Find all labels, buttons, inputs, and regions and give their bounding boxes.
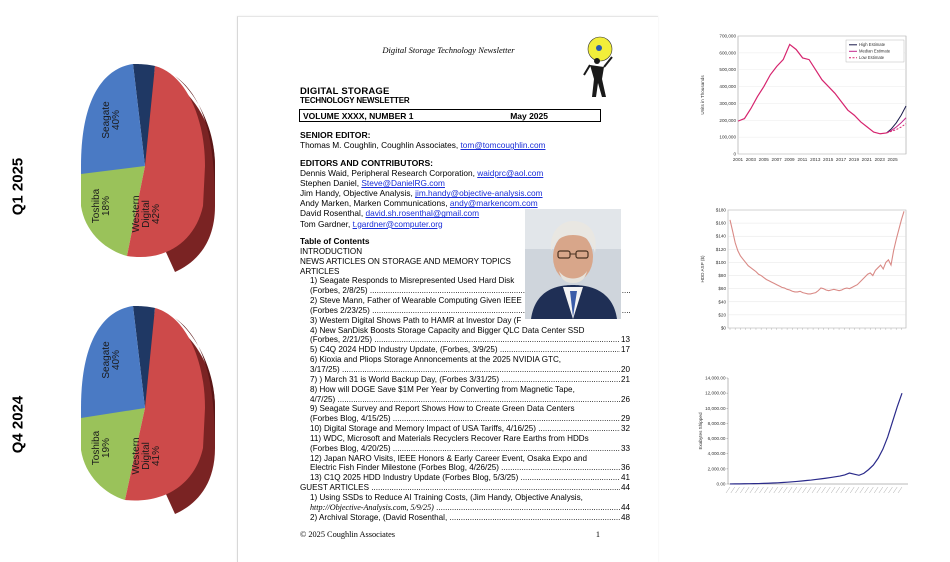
- x-tick-stub: [888, 487, 892, 493]
- toc-page-number: 21: [620, 374, 630, 384]
- toc-dot-leader: [499, 463, 630, 472]
- toc-entry[interactable]: [300, 434, 630, 444]
- x-tick-label: 2007: [771, 157, 782, 162]
- toc-entry[interactable]: [300, 454, 630, 464]
- toc-entry-text: Electric Fish Finder Milestone (Forbes Blog, 4/26/25): [310, 463, 499, 473]
- x-tick-stub: [879, 487, 883, 493]
- masthead: [300, 87, 409, 105]
- x-tick-label: 2019: [848, 157, 860, 162]
- toc-dot-leader: [372, 335, 630, 344]
- contributor-name: Andy Marken, Marken Communications,: [300, 198, 448, 209]
- page-number: 1: [595, 530, 600, 539]
- toc-entry[interactable]: [300, 493, 630, 503]
- toc-entry-text: 3) Western Digital Shows Path to HAMR at Investor Day (F: [310, 315, 522, 325]
- toc-entry[interactable]: [300, 463, 630, 473]
- x-tick-label: 2023: [874, 157, 885, 162]
- toc-page-number: 13: [620, 335, 630, 345]
- masthead-line2: TECHNOLOGY NEWSLETTER: [300, 95, 410, 105]
- y-tick-label: 400,000: [719, 84, 736, 90]
- y-tick-label: 100,000: [719, 134, 736, 140]
- toc-entry-text: (Forbes Blog, 4/15/25): [310, 414, 391, 424]
- senior-editor-section: [300, 130, 545, 150]
- y-axis-label: Exabytes Shipped: [698, 412, 703, 450]
- y-tick-label: 600,000: [719, 50, 736, 56]
- contributor-row: [300, 168, 543, 178]
- toc-dot-leader: [340, 365, 630, 374]
- x-tick-label: 2011: [797, 157, 808, 162]
- contributor-row: [300, 188, 543, 198]
- wd-pct: 42%: [151, 203, 162, 225]
- y-tick-label: $0: [720, 325, 726, 331]
- contributor-row: [300, 178, 543, 188]
- toc-entry-text: 5) C4Q 2024 HDD Industry Update, (Forbes, 3/9/25): [310, 345, 498, 355]
- x-tick-stub: [836, 487, 840, 493]
- toc-entry-text: 4/7/25): [310, 394, 336, 404]
- toc-entry[interactable]: [300, 444, 630, 454]
- x-tick-label: 2015: [823, 157, 834, 162]
- editors-section: [300, 158, 543, 229]
- toshiba-label: Toshiba: [91, 188, 102, 224]
- y-tick-label: $120: [715, 246, 726, 252]
- editors-heading: EDITORS AND CONTRIBUTORS:: [300, 158, 434, 168]
- senior-editor-heading: SENIOR EDITOR:: [300, 130, 371, 140]
- x-tick-stub: [736, 487, 740, 493]
- toshiba-label: Toshiba: [91, 430, 102, 466]
- toc-entry-text: 11) WDC, Microsoft and Materials Recyclers Recover Rare Earths from HDDs: [310, 433, 589, 443]
- contributor-row: [300, 208, 543, 218]
- q4-2024-pie-chart: [75, 298, 215, 518]
- legend: [846, 40, 904, 62]
- volume-number: VOLUME XXXX, NUMBER 1: [303, 111, 414, 121]
- toc-entry[interactable]: [300, 355, 630, 365]
- issue-date: May 2025: [510, 111, 548, 121]
- x-tick-stub: [874, 487, 878, 493]
- seagate-pct: 40%: [111, 349, 122, 371]
- y-tick-label: 10,000.00: [705, 405, 726, 411]
- y-tick-label: $160: [715, 220, 726, 226]
- contributor-email-link[interactable]: t.gardner@computer.org: [352, 218, 443, 229]
- exabytes-series-line: [730, 393, 902, 484]
- toc-entry-text: 12) Japan NARO Visits, IEEE Honors & Early Career Event, Osaka Expo and: [310, 453, 587, 463]
- y-tick-label: $60: [718, 286, 726, 292]
- y-tick-label: $180: [715, 207, 726, 213]
- x-tick-stub: [850, 487, 854, 493]
- x-tick-stub: [779, 487, 783, 493]
- wd-label-2: Digital: [141, 442, 152, 470]
- volume-box: [299, 109, 601, 122]
- wd-label-2: Digital: [141, 200, 152, 228]
- x-tick-stub: [855, 487, 859, 493]
- x-tick-stub: [898, 487, 902, 493]
- toc-entry[interactable]: [300, 385, 630, 395]
- x-tick-stub: [869, 487, 873, 493]
- y-tick-label: $80: [718, 273, 726, 279]
- toc-entry-text: (Forbes 2/23/25): [310, 305, 370, 315]
- newsletter-header: Digital Storage Technology Newsletter: [382, 45, 515, 55]
- toc-page-number: 32: [620, 424, 630, 434]
- toc-entry-text: 4) New SanDisk Boosts Storage Capacity and Bigger QLC Data Center SSD: [310, 325, 585, 335]
- sun-figure-logo-icon: [582, 35, 618, 103]
- x-tick-stub: [731, 487, 735, 493]
- toc-entry[interactable]: [300, 395, 630, 405]
- toc-entry-text: http://Objective-Analysis.com, 5/9/25): [310, 502, 434, 512]
- x-tick-stub: [793, 487, 797, 493]
- exabytes-shipped-line-chart: [692, 368, 914, 518]
- toshiba-pct: 19%: [101, 437, 112, 459]
- toc-entry-text: 13) C1Q 2025 HDD Industry Update (Forbes Blog, 5/3/25): [310, 473, 519, 483]
- x-tick-label: 2001: [732, 157, 744, 162]
- legend-entry: High Estimate: [859, 42, 886, 47]
- seagate-pct: 40%: [111, 109, 122, 131]
- contributor-row: [300, 219, 543, 229]
- toc-page-number: 26: [620, 394, 630, 404]
- copyright-text: © 2025 Coughlin Associates: [300, 530, 396, 539]
- toc-page-number: 17: [620, 345, 630, 355]
- y-tick-label: 700,000: [719, 33, 736, 39]
- toc-page-number: 41: [620, 473, 630, 483]
- toc-entry[interactable]: [300, 335, 630, 345]
- contributor-name: Tom Gardner,: [300, 218, 351, 229]
- toc-entry-text: INTRODUCTION: [300, 246, 363, 256]
- contributor-email-link[interactable]: david.sh.rosenthal@gmail.com: [365, 208, 480, 219]
- x-tick-stub: [764, 487, 768, 493]
- x-tick-stub: [841, 487, 845, 493]
- x-tick-label: 2017: [835, 157, 847, 162]
- toc-dot-leader: [498, 345, 630, 354]
- q1-2025-label: Q1 2025: [9, 157, 27, 216]
- toshiba-pct: 18%: [101, 195, 112, 217]
- contributor-row: [300, 198, 543, 208]
- units-shipped-line-chart: [692, 28, 914, 168]
- toc-dot-leader: [391, 414, 630, 423]
- contributors-list: [300, 168, 543, 229]
- toc-entry[interactable]: [300, 345, 630, 355]
- toc-page-number: 44: [620, 502, 630, 512]
- x-tick-stub: [783, 487, 787, 493]
- x-tick-label: 2025: [887, 157, 898, 162]
- y-tick-label: 0.00: [716, 481, 726, 487]
- x-tick-stub: [831, 487, 835, 493]
- toc-entry-text: ARTICLES: [300, 266, 340, 276]
- legend-entry: Low Estimate: [859, 55, 885, 60]
- x-tick-stub: [788, 487, 792, 493]
- toc-entry-text: NEWS ARTICLES ON STORAGE AND MEMORY TOPICS: [300, 256, 511, 266]
- contributor-email-link[interactable]: Steve@DanielRG.com: [361, 178, 445, 189]
- toc-entry-text: GUEST ARTICLES: [300, 483, 369, 493]
- x-tick-stub: [740, 487, 744, 493]
- x-tick-stub: [769, 487, 773, 493]
- toc-heading: Table of Contents: [300, 236, 370, 246]
- wd-pct: 41%: [151, 445, 162, 467]
- toc-entry[interactable]: [300, 473, 630, 483]
- toc-dot-leader: [335, 395, 630, 404]
- y-tick-label: $140: [715, 233, 726, 239]
- y-axis-label: Units in Thousands: [700, 75, 705, 115]
- contributor-name: David Rosenthal,: [300, 208, 364, 219]
- x-tick-stub: [826, 487, 830, 493]
- toc-dot-leader: [391, 444, 630, 453]
- toc-entry[interactable]: [300, 375, 630, 385]
- toc-page-number: 36: [620, 463, 630, 473]
- toc-entry-text: (Forbes, 2/8/25): [310, 286, 368, 296]
- y-tick-label: 0: [733, 151, 736, 157]
- x-tick-label: 2009: [784, 157, 795, 162]
- x-tick-label: 2021: [861, 157, 872, 162]
- y-tick-label: 500,000: [719, 67, 736, 73]
- y-tick-label: 2,000.00: [707, 466, 726, 472]
- x-tick-stub: [750, 487, 754, 493]
- y-tick-label: 14,000.00: [705, 375, 726, 381]
- toc-entry[interactable]: [300, 503, 630, 513]
- x-tick-stub: [774, 487, 778, 493]
- x-tick-stub: [802, 487, 806, 493]
- x-tick-label: 2013: [810, 157, 821, 162]
- toc-page-number: 20: [620, 364, 630, 374]
- toc-dot-leader: [447, 513, 630, 522]
- toc-entry-text: 6) Kioxia and Pliops Storage Annoncements at the 2025 NVIDIA GTC,: [310, 355, 562, 365]
- x-tick-stub: [893, 487, 897, 493]
- x-tick-stub: [817, 487, 821, 493]
- y-tick-label: 300,000: [719, 100, 736, 106]
- page-footer: [300, 530, 600, 539]
- toc-entry-text: 9) Seagate Survey and Report Shows How to Create Green Data Centers: [310, 404, 575, 414]
- contributor-name: Dennis Waid, Peripheral Research Corporation,: [300, 168, 475, 179]
- senior-editor-email-link[interactable]: tom@tomcoughlin.com: [460, 140, 546, 151]
- x-tick-label: 2005: [758, 157, 769, 162]
- y-tick-label: 8,000.00: [707, 420, 726, 426]
- toc-entry-text: (Forbes, 2/21/25): [310, 335, 373, 345]
- x-tick-stub: [865, 487, 869, 493]
- x-tick-stub: [822, 487, 826, 493]
- toc-entry[interactable]: [300, 326, 630, 336]
- y-tick-label: $20: [718, 312, 726, 318]
- toc-entry-text: 8) How will DOGE Save $1M Per Year by Converting from Magnetic Tape,: [310, 384, 575, 394]
- x-tick-stub: [755, 487, 759, 493]
- x-tick-stub: [726, 487, 730, 493]
- x-tick-stub: [884, 487, 888, 493]
- editor-portrait-photo: [525, 209, 621, 319]
- contributor-name: Stephen Daniel,: [300, 178, 360, 189]
- y-axis-label: HDD ASP ($): [700, 255, 705, 283]
- toc-entry[interactable]: [300, 513, 630, 523]
- y-tick-label: 6,000.00: [707, 436, 726, 442]
- toc-entry[interactable]: [300, 414, 630, 424]
- contributor-email-link[interactable]: andy@markencom.com: [449, 198, 538, 209]
- x-tick-stub: [759, 487, 763, 493]
- toc-entry-text: 7) ) March 31 is World Backup Day, (Forbes 3/31/25): [310, 374, 500, 384]
- x-tick-stub: [812, 487, 816, 493]
- seagate-label: Seagate: [101, 101, 112, 139]
- toc-entry-text: 3/17/25): [310, 364, 340, 374]
- y-tick-label: $40: [718, 299, 726, 305]
- toc-dot-leader: [434, 503, 630, 512]
- newsletter-page: [237, 16, 658, 562]
- toc-entry-text: (Forbes Blog, 4/20/25): [310, 443, 391, 453]
- y-tick-label: 12,000.00: [705, 390, 726, 396]
- toc-entry-text: 2) Steve Mann, Father of Wearable Computing Given IEEE: [310, 296, 522, 306]
- toc-page-number: 29: [620, 414, 630, 424]
- contributor-name: Jim Handy, Objective Analysis,: [300, 188, 413, 199]
- seagate-label: Seagate: [101, 341, 112, 379]
- x-tick-stub: [745, 487, 749, 493]
- x-tick-stub: [845, 487, 849, 493]
- toc-page-number: 48: [620, 512, 630, 522]
- wd-label-1: Western: [131, 195, 142, 233]
- toc-entry[interactable]: [300, 424, 630, 434]
- x-tick-stub: [860, 487, 864, 493]
- toc-page-number: 44: [620, 483, 630, 493]
- toc-entry-text: 2) Archival Storage, (David Rosenthal,: [310, 512, 448, 522]
- y-tick-label: 4,000.00: [707, 451, 726, 457]
- toc-dot-leader: [518, 473, 630, 482]
- plot-area: [728, 210, 906, 328]
- x-tick-stub: [798, 487, 802, 493]
- q1-2025-pie-chart: [75, 56, 215, 276]
- masthead-line1: DIGITAL STORAGE: [300, 86, 390, 97]
- toc-entry-text: 1) Using SSDs to Reduce AI Training Costs, (Jim Handy, Objective Analysis,: [310, 492, 583, 502]
- toc-page-number: 33: [620, 443, 630, 453]
- wd-label-1: Western: [131, 437, 142, 475]
- senior-editor-name: Thomas M. Coughlin, Coughlin Associates,: [300, 140, 459, 151]
- toc-dot-leader: [536, 424, 630, 433]
- toc-dot-leader: [499, 375, 630, 384]
- hdd-asp-line-chart: [692, 200, 914, 340]
- x-tick-stub: [807, 487, 811, 493]
- q4-2024-label: Q4 2024: [9, 395, 27, 454]
- legend-entry: Median Estimate: [859, 48, 891, 54]
- contributor-email-link[interactable]: jim.handy@objective-analysis.com: [415, 188, 543, 199]
- toc-entry[interactable]: [300, 404, 630, 414]
- toc-entry[interactable]: [300, 483, 630, 493]
- y-tick-label: 200,000: [719, 117, 736, 123]
- toc-dot-leader: [369, 483, 630, 492]
- contributor-email-link[interactable]: waidprc@aol.com: [477, 168, 544, 179]
- toc-entry-text: 10) Digital Storage and Memory Impact of USA Tariffs, 4/16/25): [310, 424, 536, 434]
- toc-entry[interactable]: [300, 365, 630, 375]
- y-tick-label: $100: [715, 259, 726, 265]
- x-tick-label: 2003: [745, 157, 756, 162]
- toc-entry-text: 1) Seagate Responds to Misrepresented Used Hard Disk: [310, 276, 515, 286]
